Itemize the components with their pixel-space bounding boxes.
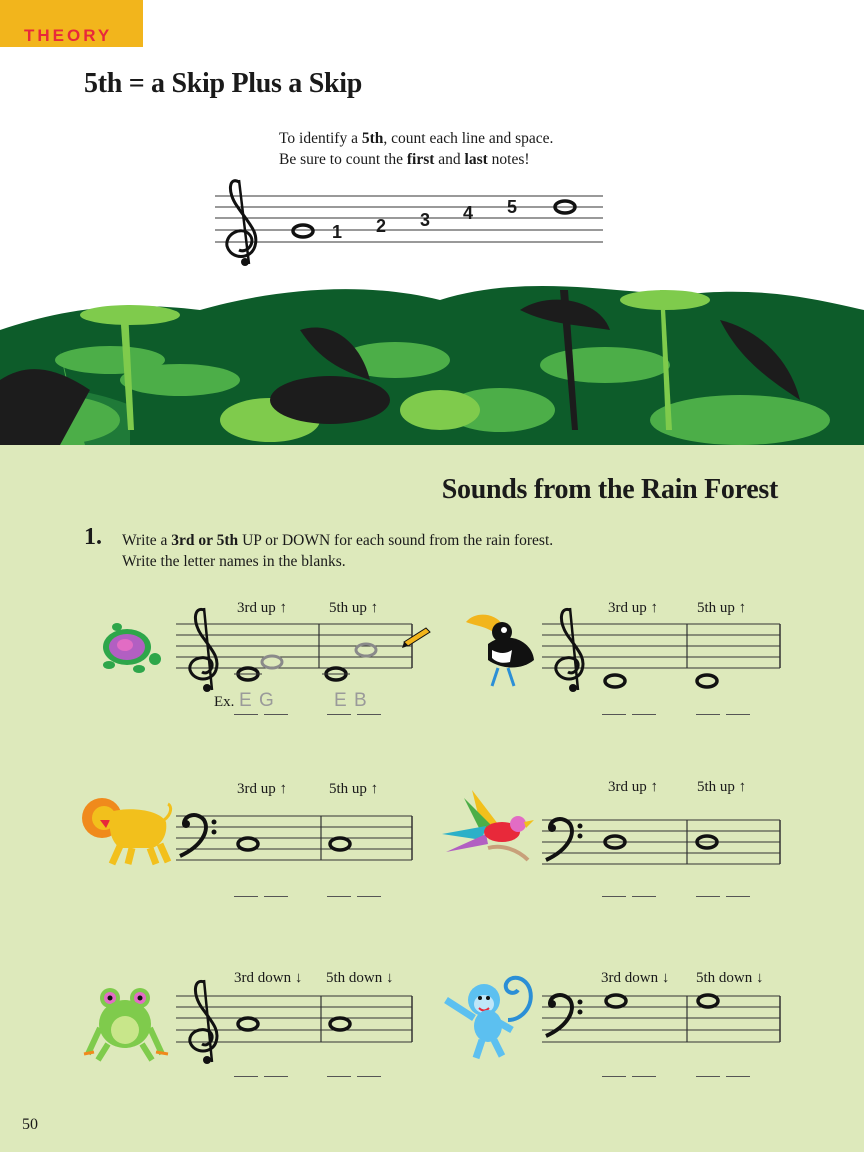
intro-bold-last: last <box>464 151 488 168</box>
example-answer: E B <box>334 690 368 711</box>
bird-icon <box>442 790 536 866</box>
intro-text-part: Be sure to count the <box>279 151 407 168</box>
up-arrow-icon: ↑ <box>279 600 287 616</box>
intro-text <box>279 128 553 170</box>
count-number: 5 <box>507 197 518 217</box>
answer-blank[interactable] <box>726 896 750 897</box>
counting-staff <box>215 176 615 276</box>
lion-icon <box>80 792 172 868</box>
toucan-icon <box>466 610 536 690</box>
interval-text: 5th up <box>329 600 367 616</box>
intro-bold-first: first <box>406 151 435 168</box>
treble-clef-icon <box>190 980 217 1064</box>
interval-text: 5th down <box>696 970 753 986</box>
question-number: 1. <box>84 524 102 550</box>
answer-blank[interactable] <box>234 896 258 897</box>
instruction-bold: 3rd or 5th <box>171 532 239 549</box>
answer-blank[interactable] <box>696 714 720 715</box>
down-arrow-icon: ↓ <box>756 970 764 986</box>
up-arrow-icon: ↑ <box>738 600 747 616</box>
section-tab <box>0 0 143 47</box>
staff-ex4 <box>542 812 782 882</box>
whole-note <box>293 225 313 237</box>
interval-label <box>234 970 302 987</box>
monkey-icon <box>442 970 534 1060</box>
whole-note <box>330 838 350 850</box>
answer-blank[interactable] <box>264 714 288 715</box>
answer-blank[interactable] <box>602 896 626 897</box>
interval-label <box>608 600 658 617</box>
section-tab-label: THEORY <box>24 26 113 45</box>
staff-ex6 <box>542 984 782 1064</box>
down-arrow-icon: ↓ <box>294 970 303 986</box>
answer-blank[interactable] <box>696 896 720 897</box>
answer-blank[interactable] <box>696 1076 720 1077</box>
answer-blank[interactable] <box>602 714 626 715</box>
up-arrow-icon: ↑ <box>650 779 658 795</box>
whole-note <box>605 675 625 687</box>
count-number: 1 <box>332 222 343 242</box>
interval-label <box>329 600 378 617</box>
interval-label <box>329 781 378 798</box>
interval-text: 5th up <box>329 781 367 797</box>
answer-blank[interactable] <box>264 1076 288 1077</box>
down-arrow-icon: ↓ <box>661 970 670 986</box>
interval-text: 3rd down <box>234 970 292 986</box>
answer-blank[interactable] <box>327 714 351 715</box>
treble-clef-icon <box>556 608 583 692</box>
intro-text-part: and <box>434 151 465 168</box>
interval-text: 3rd up <box>608 779 647 795</box>
instruction-text: Write a <box>122 532 172 549</box>
intro-text-part: To identify a <box>279 130 362 147</box>
answer-blank[interactable] <box>264 896 288 897</box>
bass-clef-icon <box>180 815 217 856</box>
interval-text: 3rd down <box>601 970 659 986</box>
instruction-text: UP or DOWN for each sound from the rain forest. <box>238 532 554 549</box>
page-number: 50 <box>22 1116 38 1133</box>
up-arrow-icon: ↑ <box>738 779 747 795</box>
page-title: 5th = a Skip Plus a Skip <box>84 68 362 99</box>
staff-ex2 <box>542 610 782 710</box>
count-number: 3 <box>420 210 431 230</box>
interval-text: 3rd up <box>608 600 647 616</box>
answer-blank[interactable] <box>632 714 656 715</box>
treble-clef-icon <box>227 180 256 266</box>
whole-note <box>238 1018 258 1030</box>
example-note <box>262 656 282 668</box>
answer-blank[interactable] <box>602 1076 626 1077</box>
up-arrow-icon: ↑ <box>370 781 379 797</box>
answer-blank[interactable] <box>357 896 381 897</box>
interval-text: 3rd up <box>237 781 276 797</box>
whole-note <box>606 995 626 1007</box>
answer-blank[interactable] <box>632 896 656 897</box>
whole-note <box>698 995 718 1007</box>
answer-blank[interactable] <box>327 896 351 897</box>
answer-blank[interactable] <box>632 1076 656 1077</box>
bass-clef-icon <box>546 819 583 860</box>
down-arrow-icon: ↓ <box>386 970 394 986</box>
staff-ex3 <box>176 808 416 878</box>
answer-blank[interactable] <box>357 1076 381 1077</box>
rain-forest-illustration <box>0 270 864 445</box>
whole-note <box>697 675 717 687</box>
interval-text: 5th down <box>326 970 383 986</box>
interval-text: 3rd up <box>237 600 276 616</box>
staff-ex5 <box>176 984 416 1084</box>
count-number: 2 <box>376 216 387 236</box>
whole-note <box>330 1018 350 1030</box>
section-title: Sounds from the Rain Forest <box>441 474 778 505</box>
up-arrow-icon: ↑ <box>279 781 287 797</box>
example-answer: E G <box>239 690 275 711</box>
whole-note <box>238 838 258 850</box>
interval-label <box>237 781 287 798</box>
interval-label <box>601 970 669 987</box>
intro-bold-5th: 5th <box>361 130 384 147</box>
instruction-text: Write the letter names in the blanks. <box>122 553 346 570</box>
up-arrow-icon: ↑ <box>370 600 379 616</box>
answer-blank[interactable] <box>234 714 258 715</box>
example-label: Ex. <box>214 694 235 710</box>
interval-label <box>608 779 658 796</box>
interval-label <box>697 779 746 796</box>
answer-blank[interactable] <box>327 1076 351 1077</box>
up-arrow-icon: ↑ <box>650 600 658 616</box>
frog-icon <box>84 984 168 1060</box>
answer-blank[interactable] <box>357 714 381 715</box>
treble-clef-icon <box>190 608 217 692</box>
intro-text-part: , count each line and space. <box>383 130 554 147</box>
answer-blank[interactable] <box>726 1076 750 1077</box>
interval-text: 5th up <box>697 600 735 616</box>
turtle-icon <box>95 615 165 685</box>
interval-text: 5th up <box>697 779 735 795</box>
intro-text-part: notes! <box>487 151 530 168</box>
interval-label <box>697 600 746 617</box>
count-number: 4 <box>463 203 474 223</box>
answer-blank[interactable] <box>726 714 750 715</box>
staff-ex1 <box>176 610 416 710</box>
interval-label <box>326 970 394 987</box>
pencil-icon <box>402 624 434 648</box>
interval-label <box>696 970 764 987</box>
question-instructions <box>122 530 553 572</box>
interval-label <box>237 600 287 617</box>
answer-blank[interactable] <box>234 1076 258 1077</box>
